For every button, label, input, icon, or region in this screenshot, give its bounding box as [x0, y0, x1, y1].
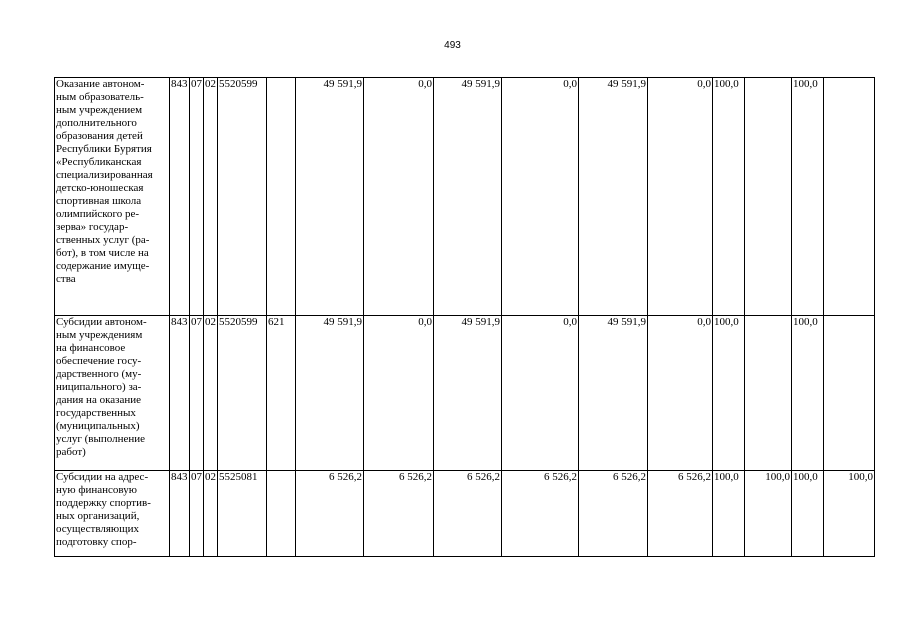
value-6: 0,0 — [648, 316, 713, 471]
row-name-line: ниципального) за- — [56, 381, 142, 393]
percent-3: 100,0 — [792, 78, 824, 316]
value-1: 49 591,9 — [296, 78, 364, 316]
target-article-code: 5525081 — [218, 471, 267, 557]
value-5: 49 591,9 — [579, 78, 648, 316]
row-name-line: олимпийского ре- — [56, 208, 140, 220]
budget-table — [54, 77, 875, 557]
row-name-line: работ) — [56, 446, 86, 458]
table-row — [55, 471, 875, 557]
percent-1: 100,0 — [713, 316, 745, 471]
value-2: 0,0 — [364, 316, 434, 471]
row-name-line: (муниципальных) — [56, 420, 140, 432]
value-1: 6 526,2 — [296, 471, 364, 557]
row-name-line: специализированная — [56, 169, 153, 181]
section-code: 07 — [190, 316, 204, 471]
value-6: 0,0 — [648, 78, 713, 316]
value-3: 6 526,2 — [434, 471, 502, 557]
section-code: 07 — [190, 78, 204, 316]
row-name-line: поддержку спортив- — [56, 497, 151, 509]
row-name-line: ственных услуг (ра- — [56, 234, 150, 246]
percent-2 — [745, 78, 792, 316]
value-3: 49 591,9 — [434, 316, 502, 471]
ved-code: 843 — [170, 471, 190, 557]
row-name-line: детско-юношеская — [56, 182, 144, 194]
row-name-line: ным образователь- — [56, 91, 144, 103]
row-name — [55, 78, 170, 316]
row-name-line: осуществляющих — [56, 523, 139, 535]
percent-4: 100,0 — [824, 471, 875, 557]
row-name-line: подготовку спор- — [56, 536, 137, 548]
value-4: 0,0 — [502, 316, 579, 471]
target-article-code: 5520599 — [218, 316, 267, 471]
percent-1: 100,0 — [713, 471, 745, 557]
row-name-line: услуг (выполнение — [56, 433, 146, 445]
row-name-line: бот), в том числе на — [56, 247, 149, 259]
row-name — [55, 316, 170, 471]
value-6: 6 526,2 — [648, 471, 713, 557]
target-article-code: 5520599 — [218, 78, 267, 316]
row-name-line: ную финансовую — [56, 484, 137, 496]
row-name-line: на финансовое — [56, 342, 126, 354]
table-row — [55, 78, 875, 316]
row-name-line: содержание имуще- — [56, 260, 150, 272]
row-name-line: спортивная школа — [56, 195, 142, 207]
value-5: 6 526,2 — [579, 471, 648, 557]
value-2: 0,0 — [364, 78, 434, 316]
row-name-line: зерва» государ- — [56, 221, 129, 233]
percent-1: 100,0 — [713, 78, 745, 316]
percent-3: 100,0 — [792, 471, 824, 557]
row-name-line: государственных — [56, 407, 136, 419]
subsection-code: 02 — [204, 78, 218, 316]
row-name-line: Оказание автоном- — [56, 78, 145, 90]
row-name-line: ным учреждением — [56, 104, 143, 116]
row-name-line: ных организаций, — [56, 510, 140, 522]
ved-code: 843 — [170, 78, 190, 316]
subsection-code: 02 — [204, 316, 218, 471]
row-name-line: ства — [56, 273, 76, 285]
subsection-code: 02 — [204, 471, 218, 557]
expense-type-code: 621 — [267, 316, 296, 471]
value-1: 49 591,9 — [296, 316, 364, 471]
value-4: 6 526,2 — [502, 471, 579, 557]
percent-4 — [824, 316, 875, 471]
row-name-line: дания на оказание — [56, 394, 142, 406]
row-name-line: обеспечение госу- — [56, 355, 142, 367]
row-name-line: дополнительного — [56, 117, 137, 129]
row-name-line: «Республиканская — [56, 156, 142, 168]
section-code: 07 — [190, 471, 204, 557]
row-name-line: Субсидии на адрес- — [56, 471, 149, 483]
expense-type-code — [267, 471, 296, 557]
percent-3: 100,0 — [792, 316, 824, 471]
row-name-line: образования детей — [56, 130, 143, 142]
percent-2 — [745, 316, 792, 471]
value-3: 49 591,9 — [434, 78, 502, 316]
value-4: 0,0 — [502, 78, 579, 316]
row-name-line: Субсидии автоном- — [56, 316, 147, 328]
row-name — [55, 471, 170, 557]
expense-type-code — [267, 78, 296, 316]
value-2: 6 526,2 — [364, 471, 434, 557]
page-number: 493 — [444, 40, 461, 51]
row-name-line: ным учреждениям — [56, 329, 143, 341]
row-name-line: дарственного (му- — [56, 368, 142, 380]
percent-2: 100,0 — [745, 471, 792, 557]
percent-4 — [824, 78, 875, 316]
row-name-line: Республики Бурятия — [56, 143, 152, 155]
value-5: 49 591,9 — [579, 316, 648, 471]
table-row — [55, 316, 875, 471]
ved-code: 843 — [170, 316, 190, 471]
